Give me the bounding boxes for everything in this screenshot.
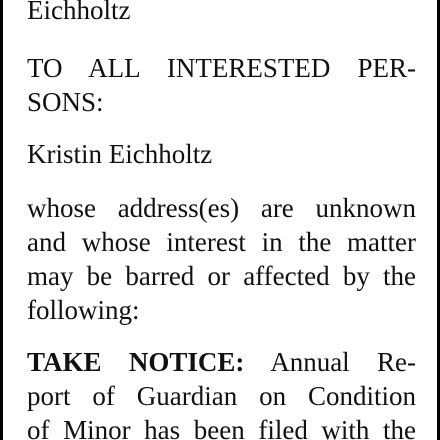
take-notice-label: TAKE NOTICE:	[27, 347, 245, 377]
name-fragment-top: Eichholtz	[27, 0, 131, 25]
body-line-1: whose address(es) are unknown	[27, 193, 416, 223]
body-line-2: and whose interest in the matter	[27, 227, 416, 257]
take-notice-line-1-rest: Annual Re-	[244, 347, 416, 377]
take-notice-line-1	[27, 346, 416, 379]
body-line-4: following:	[27, 295, 140, 325]
notice-heading-line-2: SONS:	[27, 87, 104, 117]
take-notice-line-2: port of Guardian on Condition	[27, 381, 416, 411]
take-notice-line-3: of Minor has been filed with the	[27, 415, 416, 440]
person-name: Kristin Eichholtz	[27, 139, 213, 169]
body-line-3: may be barred or affected by the	[27, 261, 416, 291]
notice-heading-line-1: TO ALL INTERESTED PER-	[27, 53, 416, 83]
